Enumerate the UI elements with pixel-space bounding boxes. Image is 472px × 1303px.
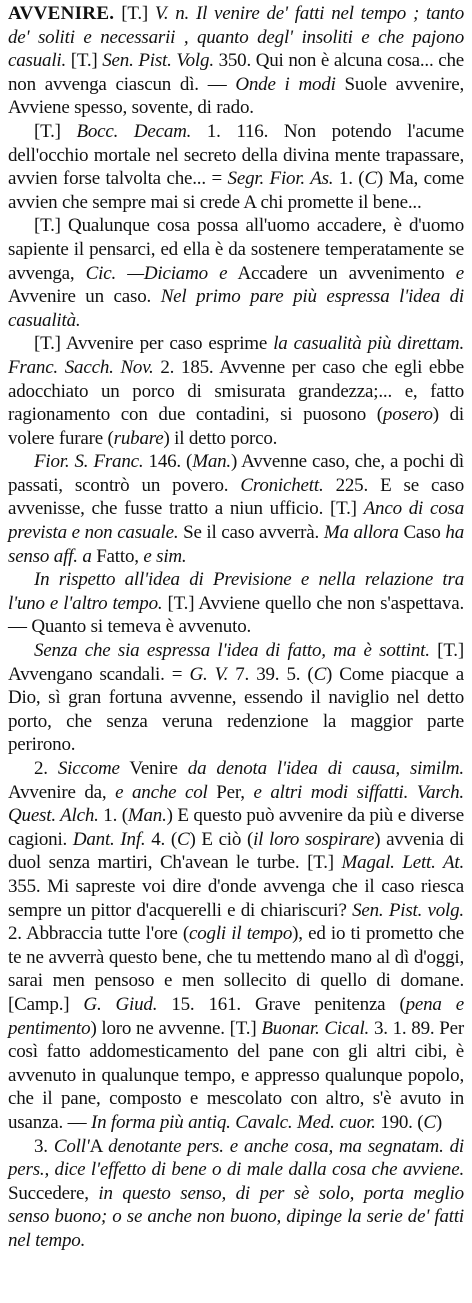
- roman-text: 2. Abbraccia tutte l'ore (: [8, 923, 190, 945]
- italic-text: Sen. Pist. volg.: [352, 899, 464, 921]
- italic-text: il loro sospirare: [253, 828, 375, 850]
- italic-text: Dant. Inf.: [72, 828, 146, 850]
- roman-text: 225. E se caso avvenisse, che fusse tratto a niun ufficio. [T.]: [8, 474, 464, 520]
- italic-text: Sen. Pist. Volg.: [102, 50, 214, 72]
- entry-paragraph: [8, 120, 464, 214]
- roman-text: Suole avvenire, Avviene spesso, sovente, di rado.: [8, 73, 464, 119]
- italic-text: e sim.: [143, 545, 187, 567]
- italic-text: Anco di cosa prevista e non casuale.: [8, 498, 464, 544]
- roman-text: [T.] Avvenire per caso esprime: [34, 333, 274, 355]
- roman-text: Caso: [398, 522, 446, 544]
- italic-text: pena e pentimento: [8, 993, 464, 1039]
- roman-text: 2.: [34, 758, 58, 779]
- entry-paragraph: [8, 450, 464, 568]
- roman-text: ) Come piacque a Dio, sì gran fortuna avvenne, essendo il naviglio nel detto porto, che senza veruna redenzione la maggior parte perirono.: [8, 663, 464, 756]
- italic-text: C: [364, 168, 377, 190]
- italic-text: e altri modi siffatti. Varch. Quest. Alch.: [8, 781, 464, 827]
- roman-text: ) Avvenne caso, che, a pochi dì passati, scontrò un povero.: [8, 451, 464, 496]
- italic-text: rubare: [113, 427, 164, 449]
- roman-text: 350. Qui non è alcuna cosa... che non avvenga ciascun dì. —: [8, 50, 464, 95]
- roman-text: 355. Mi sapreste voi dire d'onde avvenga che il caso riesca sempre un pittor d'acquerelli e di chiariscuri?: [8, 875, 464, 921]
- entry-paragraph: [8, 757, 464, 1135]
- roman-text: [T.] Qualunque cosa possa all'uomo accadere, è d'uomo sapiente il pensarci, ed ella è da sostenere temperatamente se avvenga,: [8, 215, 464, 284]
- italic-text: C: [313, 663, 327, 685]
- roman-text: 3. 1. 89. Per così fatto addomesticamento del pane con gli altri cibi, è avvenuto in qualunque tempo, e appresso qualunque popolo, che il pane, composto e mescolato con altro, s'è avuto in usanza. —: [8, 1017, 465, 1133]
- italic-text: Nel primo pare più espressa l'idea di casualità.: [8, 286, 464, 331]
- headword: AVVENIRE.: [8, 3, 115, 24]
- italic-text: e anche col: [115, 781, 208, 803]
- italic-text: In rispetto all'idea di Previsione e nella relazione tra l'uno e l'altro tempo.: [8, 569, 464, 614]
- roman-text: Avvenire da,: [8, 781, 116, 803]
- entry-paragraph: [8, 568, 464, 639]
- italic-text: In forma più antiq. Cavalc. Med. cuor.: [90, 1111, 376, 1133]
- roman-text: [T.] Avviene quello che non s'aspettava. — Quanto si temeva è avvenuto.: [8, 592, 464, 638]
- roman-text: Accadere un avvenimento: [227, 262, 456, 284]
- roman-text: ) E ciò (: [189, 828, 254, 850]
- entry-paragraph: [8, 639, 464, 757]
- roman-text: [T.]: [34, 120, 77, 142]
- roman-text: 1. 116. Non potendo l'acume dell'occhio mortale nel secreto della divina mente trapassare, avvien forse talvolta che... =: [8, 120, 464, 190]
- roman-text: Per,: [207, 781, 254, 803]
- roman-text: ), ed io ti prometto che te ne avverrà questo bene, che tu mettendo mano al dì d'oggi, sarai men pensoso e men sollecito di quello di domane. [Camp.]: [8, 923, 465, 1015]
- roman-text: Venire: [119, 758, 188, 779]
- italic-text: in questo senso, di per sè solo, porta meglio senso buono; o se anche non buono, dipinge la serie de' fatti nel tempo.: [8, 1182, 464, 1251]
- italic-text: Cic. —Diciamo e: [85, 262, 228, 284]
- italic-text: G. Giud.: [83, 993, 158, 1015]
- roman-text: Succedere,: [8, 1182, 99, 1204]
- italic-text: Onde i modi: [235, 73, 336, 95]
- italic-text: la casualità più direttam. Franc. Sacch. Nov.: [8, 333, 464, 378]
- roman-text: 4. (: [145, 828, 177, 850]
- dictionary-entry-avvenire: [8, 2, 464, 1252]
- entry-paragraph: [8, 214, 464, 332]
- italic-text: Man.: [192, 451, 231, 473]
- roman-text: 15. 161. Grave penitenza (: [157, 993, 406, 1015]
- italic-text: Coll': [53, 1135, 90, 1157]
- roman-text: [T.] Avvengano scandali. =: [8, 640, 464, 685]
- roman-text: 7. 39. 5. (: [228, 663, 314, 685]
- italic-text: Siccome: [57, 758, 120, 779]
- entry-paragraph: [8, 1135, 464, 1253]
- roman-text: 190. (: [375, 1111, 424, 1133]
- italic-text: posero: [382, 404, 433, 426]
- roman-text: Se il caso avverrà.: [178, 522, 324, 544]
- entry-paragraph: [8, 2, 464, 120]
- roman-text: [T.]: [66, 50, 103, 72]
- italic-text: Ma allora: [323, 522, 399, 544]
- italic-text: da denota l'idea di causa, similm.: [187, 758, 464, 779]
- italic-text: cogli il tempo: [189, 923, 293, 945]
- italic-text: e: [455, 262, 464, 284]
- roman-text: 1. (: [98, 805, 128, 827]
- roman-text: ) loro ne avvenne. [T.]: [90, 1017, 262, 1039]
- roman-text: ) E questo può avvenire da più e diverse cagioni.: [8, 805, 464, 850]
- roman-text: 1. (: [333, 168, 365, 190]
- italic-text: Man.: [127, 805, 167, 827]
- roman-text: ) di volere furare (: [8, 404, 464, 449]
- italic-text: Cronichett.: [240, 474, 324, 496]
- italic-text: ha senso aff. a: [8, 522, 464, 567]
- roman-text: Avvenire un caso.: [8, 286, 161, 308]
- italic-text: V. n. Il venire de' fatti nel tempo ; tanto de' soliti e necessarii , quanto degl' insoliti e che pajono casuali.: [8, 3, 464, 72]
- italic-text: G. V.: [189, 663, 229, 685]
- roman-text: 3.: [34, 1135, 54, 1157]
- roman-text: A: [89, 1135, 109, 1157]
- italic-text: C: [177, 828, 190, 850]
- italic-text: Fior. S. Franc.: [34, 451, 144, 473]
- roman-text: ): [435, 1111, 443, 1133]
- roman-text: ) Ma, come avvien che sempre mai si crede A chi promette il bene...: [8, 168, 464, 213]
- italic-text: C: [423, 1111, 436, 1133]
- italic-text: Magal. Lett. At.: [341, 852, 464, 874]
- italic-text: Buonar. Cical.: [261, 1017, 370, 1039]
- roman-text: ) il detto porco.: [163, 427, 278, 449]
- roman-text: 2. 185. Avvenne per caso che egli ebbe adocchiato un porco di smisurata grandezza;... e, fatto ragionamento con due contadini, si puosono (: [8, 356, 464, 426]
- entry-paragraph: [8, 332, 464, 450]
- roman-text: Fatto,: [91, 545, 144, 567]
- roman-text: [T.]: [114, 3, 155, 24]
- italic-text: denotante pers. e anche cosa, ma segnatam. di pers., dice l'effetto di bene o di male dalla cosa che avviene.: [8, 1135, 465, 1181]
- italic-text: Segr. Fior. As.: [227, 168, 334, 190]
- roman-text: ) avvenia di duol senza martiri, Ch'avean le turbe. [T.]: [8, 828, 465, 874]
- italic-text: Bocc. Decam.: [76, 120, 192, 142]
- roman-text: 146. (: [143, 451, 193, 473]
- italic-text: Senza che sia espressa l'idea di fatto, ma è sottint.: [34, 640, 430, 662]
